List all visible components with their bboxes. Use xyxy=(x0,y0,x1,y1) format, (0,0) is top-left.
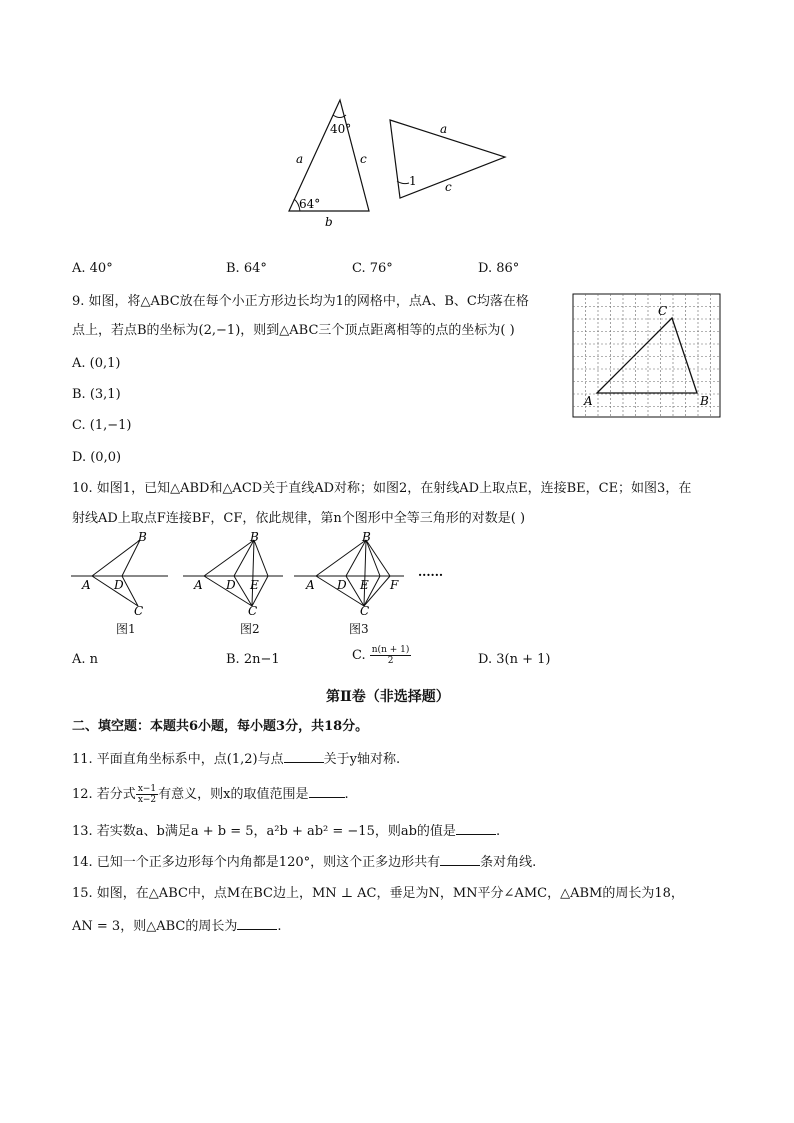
fig3-label-E: E xyxy=(360,578,369,592)
q12-answer-blank[interactable] xyxy=(309,785,345,798)
q9-option-a[interactable]: A. (0,1) xyxy=(72,356,121,371)
figure-1 xyxy=(71,530,168,618)
fig2-label-C: C xyxy=(248,604,258,618)
q10-text-line2: 射线AD上取点F连接BF，CF，依此规律，第n个图形中全等三角形的对数是( ) xyxy=(72,511,526,526)
q11-text-before: 11. 平面直角坐标系中，点(1,2)与点 xyxy=(72,752,284,767)
figure-3 xyxy=(294,530,404,618)
label-a-left: a xyxy=(296,152,304,166)
q12-text-after: . xyxy=(344,787,349,802)
q15-line2 xyxy=(72,917,281,936)
q12-text-before: 12. 若分式 xyxy=(72,787,136,802)
q13-text-before: 13. 若实数a、b满足a + b = 5，a²b + ab² = −15，则ab的值是 xyxy=(72,824,456,839)
q8-option-c[interactable]: C. 76° xyxy=(352,261,393,276)
fig1-label-A: A xyxy=(82,578,91,592)
q9-grid-figure xyxy=(572,293,722,419)
q8-option-d[interactable]: D. 86° xyxy=(478,261,520,276)
fig2-label-D: D xyxy=(226,578,236,592)
fig3-label-D: D xyxy=(337,578,347,592)
fig3-label-A: A xyxy=(306,578,315,592)
figure-2 xyxy=(183,530,283,618)
fig3-label-F: F xyxy=(390,578,399,592)
label-angle-64: 64° xyxy=(299,197,321,211)
label-angle-40: 40° xyxy=(330,122,352,136)
q9-text-line1: 9. 如图，将△ABC放在每个小正方形边长均为1的网格中，点A、B、C均落在格 xyxy=(72,294,529,309)
caption-figure-2: 图2 xyxy=(240,622,260,636)
q9-option-c[interactable]: C. (1,−1) xyxy=(72,418,132,433)
q12-denominator: x−2 xyxy=(137,795,157,805)
q10-text-line1: 10. 如图1，已知△ABD和△ACD关于直线AD对称；如图2，在射线AD上取点E，连接BE，CE；如图3，在 xyxy=(72,481,692,496)
ellipsis-dots: ······ xyxy=(418,568,444,582)
section2-header: 二、填空题：本题共6小题，每小题3分，共18分。 xyxy=(72,719,369,734)
q10-option-c-denominator: 2 xyxy=(387,656,394,666)
caption-figure-3: 图3 xyxy=(349,622,369,636)
q10-option-d[interactable]: D. 3(n + 1) xyxy=(478,652,551,667)
q10-option-b[interactable]: B. 2n−1 xyxy=(226,652,280,667)
q11 xyxy=(72,750,400,769)
q10-figures xyxy=(68,530,458,625)
q11-answer-blank[interactable] xyxy=(284,750,324,763)
q14-text-after: 条对角线. xyxy=(480,855,537,870)
angle-arc-1 xyxy=(397,181,409,184)
q12-text-middle: 有意义，则x的取值范围是 xyxy=(158,787,309,802)
fig3-label-C: C xyxy=(360,604,370,618)
grid-lines xyxy=(573,294,720,417)
fig2-label-A: A xyxy=(194,578,203,592)
label-a-right: a xyxy=(440,122,448,136)
fig1-label-B: B xyxy=(138,530,147,544)
q14 xyxy=(72,853,536,872)
q12-numerator: x−1 xyxy=(137,784,157,794)
q9-option-b[interactable]: B. (3,1) xyxy=(72,387,121,402)
q10-option-c-numerator: n(n + 1) xyxy=(371,645,410,655)
label-B: B xyxy=(700,394,709,408)
q13 xyxy=(72,822,500,841)
label-A: A xyxy=(584,394,593,408)
label-c-left: c xyxy=(360,152,367,166)
q8-triangles-figure xyxy=(280,95,520,235)
label-C: C xyxy=(658,304,668,318)
q13-text-after: . xyxy=(495,824,501,839)
fig3-label-B: B xyxy=(362,530,371,544)
fig1-label-C: C xyxy=(134,604,144,618)
label-angle-1: 1 xyxy=(409,174,417,188)
label-b-left: b xyxy=(325,215,333,229)
fig1-label-D: D xyxy=(114,578,124,592)
q12-fraction xyxy=(136,784,158,805)
label-c-right: c xyxy=(445,180,452,194)
q10-option-a[interactable]: A. n xyxy=(72,652,99,667)
q9-text-line2: 点上，若点B的坐标为(2,−1)，则到△ABC三个顶点距离相等的点的坐标为( ) xyxy=(72,323,515,338)
fig2-label-E: E xyxy=(250,578,259,592)
q8-option-a[interactable]: A. 40° xyxy=(72,261,113,276)
q11-text-after: 关于y轴对称. xyxy=(323,752,401,767)
q10-option-c-prefix: C. xyxy=(352,648,366,663)
fig2-label-B: B xyxy=(250,530,259,544)
q9-option-d[interactable]: D. (0,0) xyxy=(72,450,122,465)
q14-text-before: 14. 已知一个正多边形每个内角都是120°，则这个正多边形共有 xyxy=(72,855,441,870)
q15-text-line1: 15. 如图，在△ABC中，点M在BC边上，MN ⊥ AC，垂足为N，MN平分∠AMC，△ABM的周长为18， xyxy=(72,886,684,901)
q14-answer-blank[interactable] xyxy=(440,853,480,866)
q10-option-c[interactable] xyxy=(352,645,411,666)
q13-answer-blank[interactable] xyxy=(456,822,496,835)
q15-answer-blank[interactable] xyxy=(237,917,277,930)
q8-option-b[interactable]: B. 64° xyxy=(226,261,267,276)
q15-text-before: AN = 3，则△ABC的周长为 xyxy=(72,919,238,934)
q10-option-c-fraction xyxy=(370,645,412,666)
caption-figure-1: 图1 xyxy=(116,622,136,636)
q15-text-after: . xyxy=(277,919,282,934)
q12 xyxy=(72,784,349,805)
part2-title: 第Ⅱ卷（非选择题） xyxy=(326,689,450,705)
